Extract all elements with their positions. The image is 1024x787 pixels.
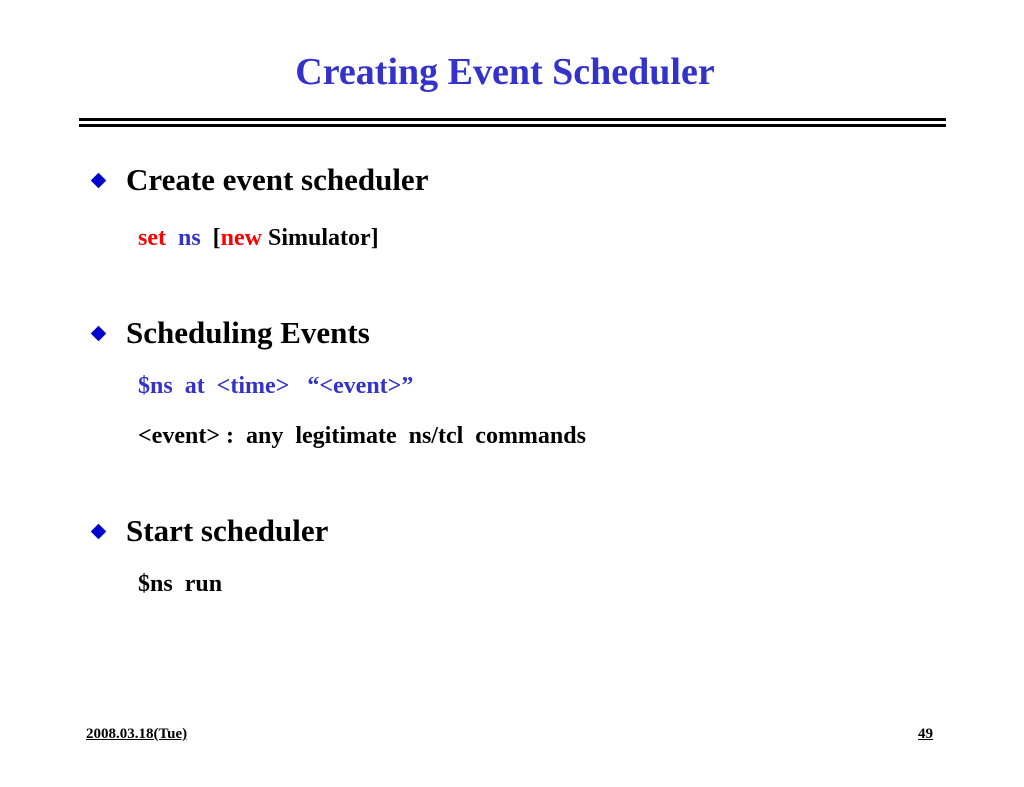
event-description: <event> : any legitimate ns/tcl commands xyxy=(138,423,586,449)
bullet-heading: Create event scheduler xyxy=(126,162,429,197)
diamond-bullet-icon xyxy=(91,325,107,341)
diamond-bullet-icon xyxy=(91,523,107,539)
keyword-new: new xyxy=(220,225,263,251)
footer-date: 2008.03.18(Tue) xyxy=(86,726,188,742)
title-divider-top xyxy=(79,118,946,121)
bracket-open: [ xyxy=(212,225,221,251)
keyword-set: set xyxy=(138,225,166,251)
code-ns-at-time-event: $ns at <time> “<event>” xyxy=(138,373,414,399)
bullet-scheduling-events xyxy=(91,313,370,353)
code-ns-run: $ns run xyxy=(138,571,223,597)
code-set-ns-simulator xyxy=(138,222,379,254)
keyword-ns: ns xyxy=(177,225,201,251)
bullet-start-scheduler xyxy=(91,511,328,551)
page-number: 49 xyxy=(918,726,933,742)
bullet-heading: Start scheduler xyxy=(126,513,329,548)
keyword-simulator: Simulator] xyxy=(268,225,379,251)
bullet-heading: Scheduling Events xyxy=(126,315,370,350)
slide-title: Creating Event Scheduler xyxy=(295,51,715,93)
diamond-bullet-icon xyxy=(91,172,107,188)
bullet-create-event-scheduler xyxy=(91,160,428,200)
title-divider-bottom xyxy=(79,124,946,127)
